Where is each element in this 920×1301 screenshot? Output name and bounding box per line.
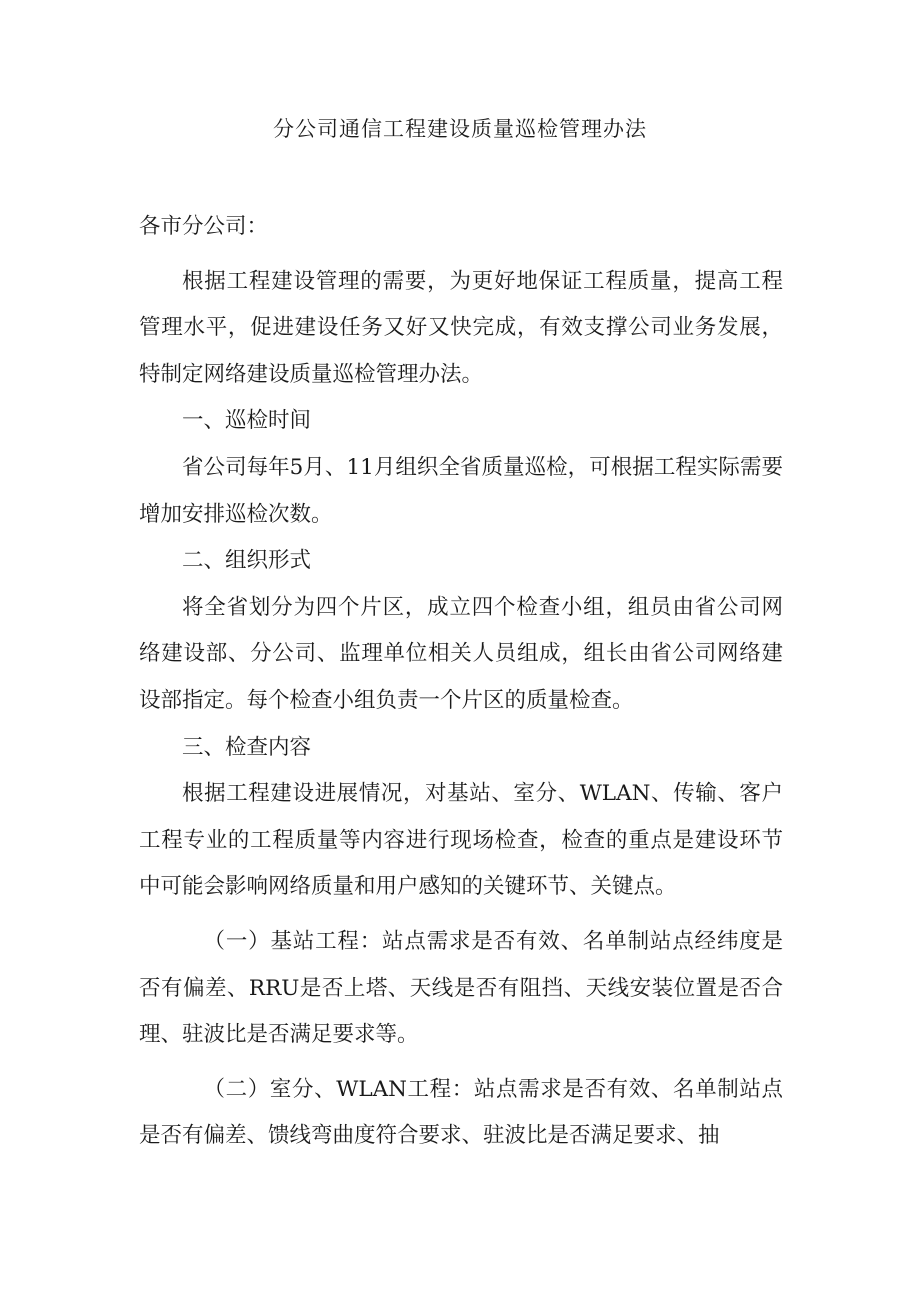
section-body-1: 省公司每年5月、11月组织全省质量巡检，可根据工程实际需要增加安排巡检次数。 [139,454,783,527]
section-heading-1: 一、巡检时间 [182,408,312,434]
section-body-3: 根据工程建设进展情况，对基站、室分、WLAN、传输、客户工程专业的工程质量等内容进行现场检查，检查的重点是建设环节中可能会影响网络质量和用户感知的关键环节、关键点。 [139,781,783,900]
salutation: 各市分公司： [139,214,269,239]
intro-paragraph: 根据工程建设管理的需要，为更好地保证工程质量，提高工程管理水平，促进建设任务又好又快完成，有效支撑公司业务发展，特制定网络建设质量巡检管理办法。 [139,268,783,387]
section-heading-3: 三、检查内容 [182,734,312,760]
document-body [139,204,783,1160]
item-paragraph-2: （二）室分、WLAN工程：站点需求是否有效、名单制站点是否有偏差、馈线弯曲度符合要求、驻波比是否满足要求、抽 [139,1076,783,1149]
section-heading-2: 二、组织形式 [182,548,312,574]
section-body-2: 将全省划分为四个片区，成立四个检查小组，组员由省公司网络建设部、分公司、监理单位相关人员组成，组长由省公司网络建设部指定。每个检查小组负责一个片区的质量检查。 [139,594,783,713]
document-title: 分公司通信工程建设质量巡检管理办法 [273,117,647,141]
item-paragraph-1: （一）基站工程：站点需求是否有效、名单制站点经纬度是否有偏差、RRU是否上塔、天线是否有阻挡、天线安装位置是否合理、驻波比是否满足要求等。 [139,928,783,1048]
